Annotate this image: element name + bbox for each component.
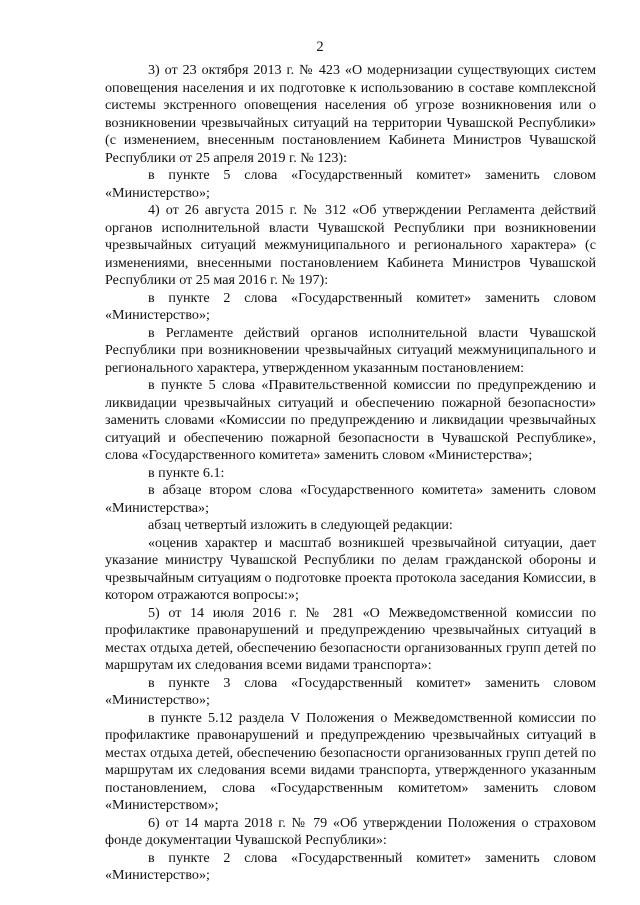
paragraph-amendment-point-5-12: в пункте 5.12 раздела V Положения о Межведомственной комиссии по профилактике правонарушений и предупреждению чрезвычайных ситуаций в местах отдыха детей, обеспечению безопасности организованных групп детей по маршрутам их следования всеми видами транспорта, утвержденного указанным постановлением, слова «Государственным комитетом» заменить словом «Министерством»; — [105, 709, 596, 813]
paragraph-point-6-1: в пункте 6.1: — [148, 464, 225, 481]
paragraph-fourth-subparagraph: абзац четвертый изложить в следующей редакции: — [148, 517, 453, 533]
paragraph-item-4-decree-312: 4) от 26 августа 2015 г. № 312 «Об утверждении Регламента действий органов исполнительной власти Чувашской Республики при возникновении чрезвычайных ситуаций межмуниципального и регионального характера» (с изменениями, внесенными постановлением Кабинета Министров Чувашской Республики от 25 мая 2016 г. № 197): — [105, 202, 596, 288]
paragraph-amendment-point-3: в пункте 3 слова «Государственный комитет» заменить словом «Министерство»; — [105, 674, 596, 708]
paragraph-amendment-point-5: в пункте 5 слова «Государственный комитет» заменить словом «Министерство»; — [105, 167, 596, 201]
paragraph-amendment-point-2: в пункте 2 слова «Государственный комитет» заменить словом «Министерство»; — [105, 289, 596, 323]
paragraph-amendment-point-2-final: в пункте 2 слова «Государственный комитет» заменить словом «Министерство»; — [105, 849, 596, 883]
paragraph-second-subparagraph: в абзаце втором слова «Государственного комитета» заменить словом «Министерства»; — [105, 482, 596, 516]
paragraph-regulations-intro: в Регламенте действий органов исполнительной власти Чувашской Республики при возникновении чрезвычайных ситуаций межмуниципального и регионального характера, утвержденном указанным постановлением: — [105, 324, 596, 376]
document-body — [105, 62, 596, 885]
paragraph-item-3-decree-423: 3) от 23 октября 2013 г. № 423 «О модернизации существующих систем оповещения населения и их подготовке к использованию в составе комплексной системы экстренного оповещения населения об угрозе возникновения или о возникновении чрезвычайных ситуаций на территории Чувашской Республики» (с изменением, внесенным постановлением Кабинета Министров Чувашской Республики от 25 апреля 2019 г. № 123): — [105, 62, 596, 166]
paragraph-item-5-decree-281: 5) от 14 июля 2016 г. № 281 «О Межведомственной комиссии по профилактике правонарушений и предупреждению чрезвычайных ситуаций в местах отдыха детей, обеспечению безопасности организованных групп детей по маршрутам их следования всеми видами транспорта»: — [105, 604, 596, 673]
paragraph-regulations-point-5: в пункте 5 слова «Правительственной комиссии по предупреждению и ликвидации чрезвычайных ситуаций и обеспечению пожарной безопасности» заменить словами «Комиссии по предупреждению и ликвидации чрезвычайных ситуаций и обеспечению пожарной безопасности в Чувашской Республике», слова «Государственного комитета» заменить словом «Министерства»; — [105, 377, 596, 463]
page-number: 2 — [316, 39, 324, 55]
paragraph-new-wording: «оценив характер и масштаб возникшей чрезвычайной ситуации, дает указание министру Чувашской Республики по делам гражданской обороны и чрезвычайным ситуациям о подготовке проекта протокола заседания Комиссии, в котором отражаются вопросы:»; — [105, 534, 596, 603]
paragraph-item-6-decree-79: 6) от 14 марта 2018 г. № 79 «Об утверждении Положения о страховом фонде документации Чувашской Республики»: — [105, 814, 596, 848]
